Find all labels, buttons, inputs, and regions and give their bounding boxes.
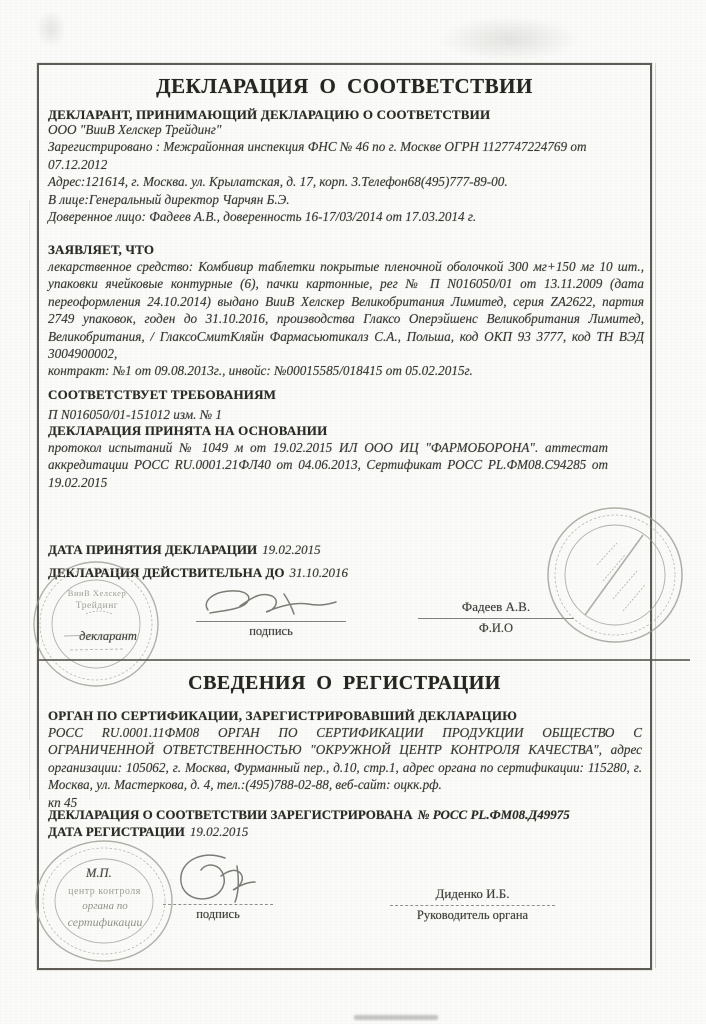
certification-authority-stamp-rings bbox=[541, 503, 693, 651]
cert-stamp-line3: сертификации bbox=[67, 915, 143, 929]
certification-stamp bbox=[32, 838, 178, 966]
declarant-signature-caption: подпись bbox=[249, 624, 293, 638]
declarant-name-caption: Ф.И.О bbox=[478, 621, 514, 635]
conformity-heading: СООТВЕТСТВУЕТ ТРЕБОВАНИЯМ bbox=[48, 387, 277, 402]
declarant-heading: ДЕКЛАРАНТ, ПРИНИМАЮЩИЙ ДЕКЛАРАЦИЮ О СООТВЕТСТВИИ bbox=[48, 107, 491, 122]
registration-date-label: ДАТА РЕГИСТРАЦИИ bbox=[48, 824, 185, 839]
adoption-date-value: 19.02.2015 bbox=[262, 542, 321, 557]
document-title: ДЕКЛАРАЦИЯ О СООТВЕТСТВИИ bbox=[156, 74, 533, 98]
declarant-stamp-rings bbox=[24, 558, 170, 690]
scan-noise-bottom-bar bbox=[354, 1015, 438, 1020]
declarant-company: ООО "ВииВ Хелскер Трейдинг" bbox=[48, 122, 222, 137]
registered-label: ДЕКЛАРАЦИЯ О СООТВЕТСТВИИ ЗАРЕГИСТРИРОВАНА bbox=[48, 807, 413, 822]
declarant-stamp-line2: Трейдинг bbox=[75, 601, 119, 611]
registrar-name-line bbox=[390, 905, 555, 906]
declarant-signature-icon bbox=[196, 584, 346, 621]
conformity-text: П N016050/01-151012 изм. № 1 bbox=[48, 407, 223, 422]
declares-body bbox=[48, 258, 644, 380]
registration-date-value: 19.02.2015 bbox=[189, 824, 249, 839]
declarant-registered: Зарегистрировано : Межрайонная инспекция ФНС № 46 по г. Москве ОГРН 1127747224769 от 07.12.2012 bbox=[48, 139, 587, 172]
authority-extra-note: кп 45 bbox=[48, 794, 78, 810]
cert-stamp-line2: органа по bbox=[82, 900, 128, 912]
registrar-signature-icon bbox=[163, 852, 273, 904]
declarant-attorney: Доверенное лицо: Фадеев А.В., доверенность 16-17/03/2014 от 17.03.2014 г. bbox=[48, 209, 477, 225]
page-edge-line-left bbox=[29, 200, 30, 800]
certification-authority-stamp bbox=[541, 503, 693, 651]
declares-heading: ЗАЯВЛЯЕТ, ЧТО bbox=[48, 242, 155, 257]
contract-line: контракт: №1 от 09.08.2013г., инвойс: №00015585/018415 от 05.02.2015г. bbox=[48, 363, 473, 379]
authority-body bbox=[48, 724, 642, 811]
declarant-signature-block bbox=[196, 584, 346, 639]
registered-line bbox=[48, 807, 570, 823]
cert-stamp-line1: центр контроля bbox=[68, 886, 141, 897]
declarant-role-label: декларант bbox=[79, 629, 137, 643]
registrar-title-caption: Руководитель органа bbox=[416, 908, 529, 922]
registrar-name-block bbox=[390, 886, 555, 923]
declarant-stamp bbox=[24, 558, 170, 690]
declarant-address: Адрес:121614, г. Москва. ул. Крылатская, д. 17, корп. 3.Телефон68(495)777-89-00. bbox=[48, 174, 508, 190]
validity-label: ДЕКЛАРАЦИЯ ДЕЙСТВИТЕЛЬНА ДО bbox=[48, 565, 285, 580]
scan-noise-top-left bbox=[36, 10, 66, 48]
basis-heading: ДЕКЛАРАЦИЯ ПРИНЯТА НА ОСНОВАНИИ bbox=[48, 423, 328, 438]
product-description: лекарственное средство: Комбивир таблетки покрытые пленочной оболочкой 300 мг+150 мг 10 шт., упаковки ячейковые контурные (6), пачки картонные, рег № П N016050/01 от 13.11.2009 (дата переоформления 24.10.2014) выдано ВииВ Хелскер Великобритания Лимитед, серия ZA2622, партия 2749 упаковок, годен до 31.10.2016, производства Глаксо Оперэйшенс Великобритания Лимитед, Великобритания, / ГлаксоСмитКляйн Фармасьютикалз С.А., Польша, код ОКП 93 3777, код ТН ВЭД 3004900002, bbox=[48, 259, 644, 362]
adoption-date-label: ДАТА ПРИНЯТИЯ ДЕКЛАРАЦИИ bbox=[48, 542, 258, 557]
scan-noise-top-right bbox=[440, 16, 580, 62]
adoption-date-line bbox=[48, 542, 321, 558]
declarant-lines bbox=[48, 121, 642, 225]
validity-value: 31.10.2016 bbox=[289, 565, 348, 580]
basis-text: протокол испытаний № 1049 м от 19.02.2015 ИЛ ООО ИЦ "ФАРМОБОРОНА". аттестат аккредитации РОСС RU.0001.21ФЛ40 от 04.06.2013, Сертификат РОСС PL.ФМ08.С94285 от 19.02.2015 bbox=[48, 440, 608, 490]
authority-heading: ОРГАН ПО СЕРТИФИКАЦИИ, ЗАРЕГИСТРИРОВАВШИЙ ДЕКЛАРАЦИЮ bbox=[48, 708, 518, 723]
declarant-stamp-line1: ВииВ Хелскер bbox=[67, 588, 127, 598]
registered-number: № РОСС PL.ФМ08.Д49975 bbox=[417, 807, 570, 822]
registrar-signature-line bbox=[163, 904, 273, 905]
declarant-signature-line bbox=[196, 621, 346, 622]
registrar-name: Диденко И.Б. bbox=[435, 886, 510, 901]
section-divider bbox=[37, 659, 690, 661]
declarant-representative: В лице:Генеральный директор Чарчян Б.Э. bbox=[48, 191, 290, 207]
authority-text: РОСС RU.0001.11ФМ08 ОРГАН ПО СЕРТИФИКАЦИИ ПРОДУКЦИИ ОБЩЕСТВО С ОГРАНИЧЕННОЙ ОТВЕТСТВЕННОСТЬЮ "ОКРУЖНОЙ ЦЕНТР КОНТРОЛЯ КАЧЕСТВА", адрес организации: 105062, г. Москва, Фурманный пер., д.10, стр.1, адрес органа по сертификации: 115280, г. Москва, ул. Мастеркова, д. 4, тел.:(495)788-02-88, веб-сайт: оцкк.рф. bbox=[48, 725, 642, 793]
stamp-place-label: М.П. bbox=[86, 866, 112, 880]
registration-title: СВЕДЕНИЯ О РЕГИСТРАЦИИ bbox=[188, 672, 501, 694]
registrar-signature-block bbox=[163, 852, 273, 922]
declarant-name: Фадеев А.В. bbox=[461, 599, 531, 614]
registrar-signature-caption: подпись bbox=[196, 907, 240, 921]
